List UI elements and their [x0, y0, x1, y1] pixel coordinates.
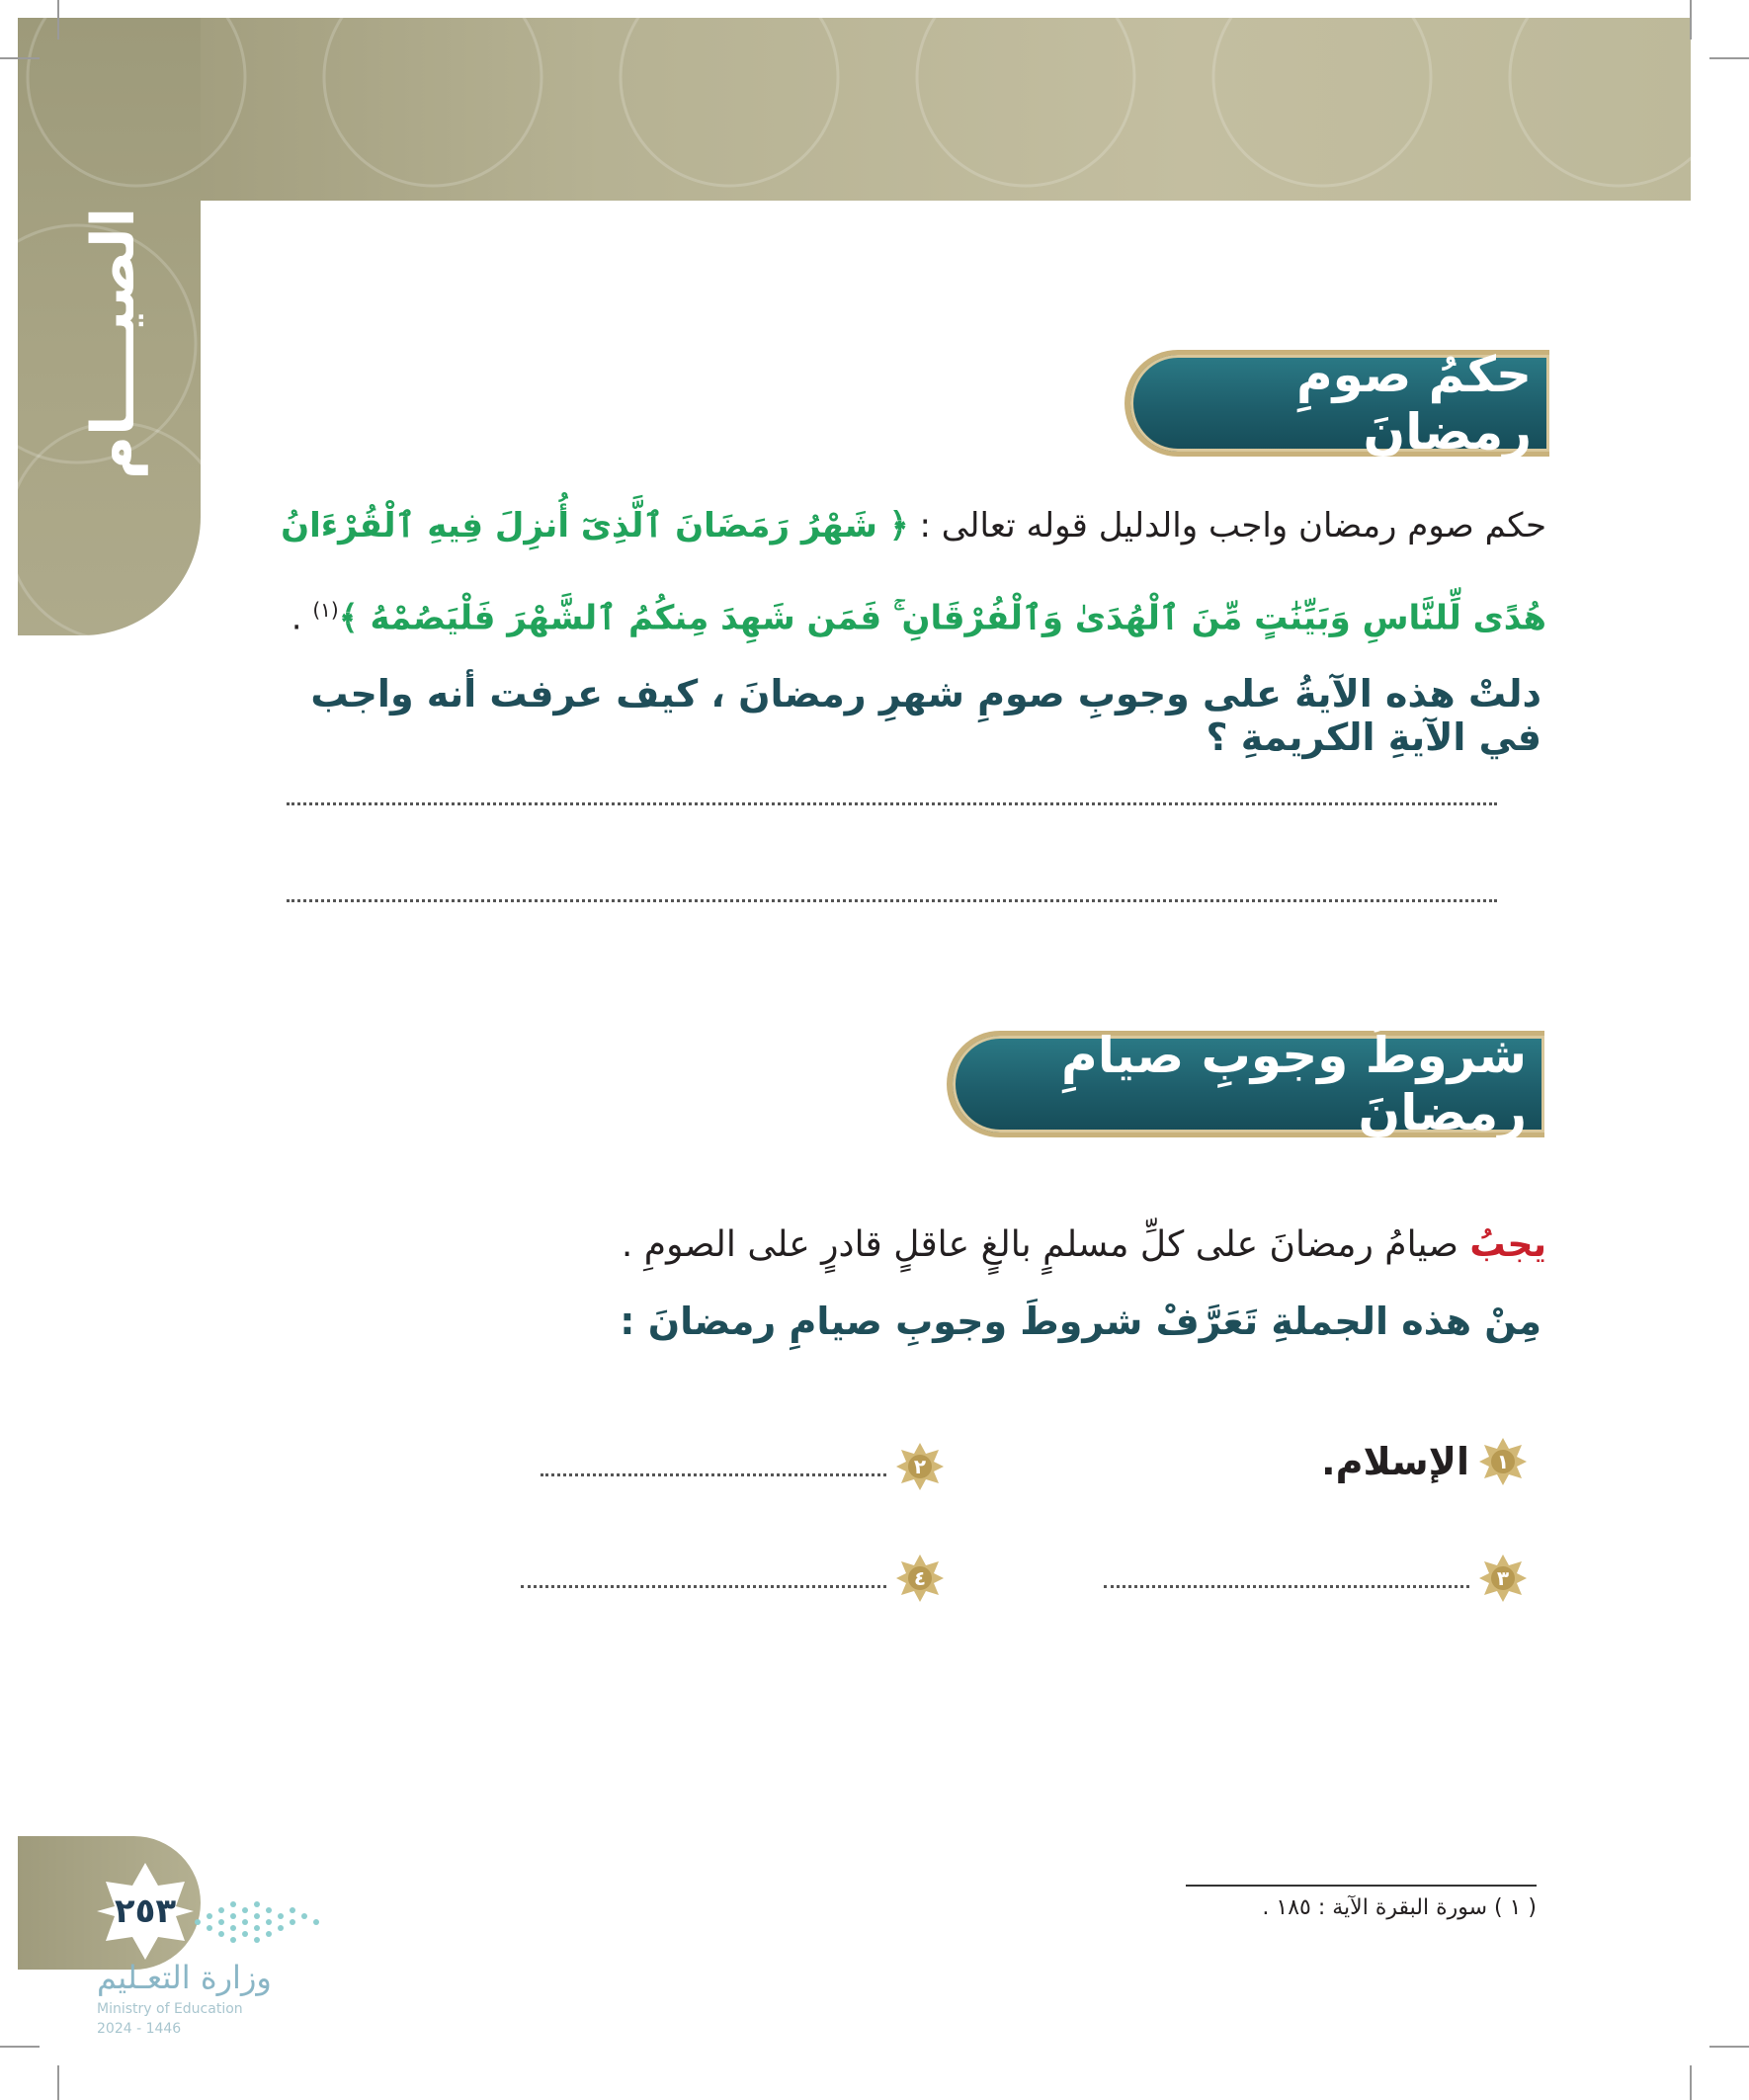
ruling-paragraph [267, 494, 1546, 557]
condition-item-4 [521, 1554, 944, 1602]
condition-item-3 [1104, 1554, 1527, 1602]
star-number-badge [1479, 1438, 1527, 1485]
quran-verse-line2: هُدًى لِّلنَّاسِ وَبَيِّنَٰتٍ مِّنَ ٱلْهُدَىٰ وَٱلْفُرْقَانِ ۚ فَمَن شَهِدَ مِنكُمُ ٱلشَّهْرَ فَلْيَصُمْهُ ﴾ [338, 598, 1546, 638]
crop-mark [57, 2065, 59, 2100]
condition-item-2 [541, 1443, 944, 1490]
star-number-badge [1479, 1554, 1527, 1602]
footnote: ( ١ ) سورة البقرة الآية : ١٨٥ . [1262, 1895, 1537, 1920]
quran-verse-line1: ﴿ شَهْرُ رَمَضَانَ ٱلَّذِىٓ أُنزِلَ فِيهِ ٱلْقُرْءَانُ [281, 506, 909, 546]
star-number-badge [896, 1443, 944, 1490]
section-title: حكمُ صومِ رمضانَ [1295, 346, 1532, 461]
crop-mark [1690, 0, 1692, 40]
answer-blank[interactable] [1104, 1585, 1469, 1588]
condition-item-1 [1321, 1438, 1527, 1485]
edition-year: 2024 - 1446 [97, 2021, 182, 2037]
section-title: شروطُ وجوبِ صيامِ رمضانَ [1061, 1027, 1527, 1141]
header-band [18, 18, 1691, 201]
answer-blank[interactable] [541, 1473, 886, 1476]
crop-mark [0, 57, 40, 59]
conditions-prompt: مِنْ هذه الجملةِ تَعَرَّفْ شروطَ وجوبِ صيامِ رمضانَ : [620, 1300, 1541, 1343]
crop-mark [57, 0, 59, 40]
footnote-reference: (١) [312, 598, 339, 622]
sentence-rest: صيامُ رمضانَ على كلِّ مسلمٍ بالغٍ عاقلٍ قادرٍ على الصومِ . [621, 1224, 1470, 1265]
question-text: دلتْ هذه الآيةُ على وجوبِ صومِ شهرِ رمضانَ ، كيف عرفت أنه واجب في الآيةِ الكريمةِ ؟ [310, 672, 1541, 759]
crop-mark [1690, 2065, 1692, 2100]
crop-mark [0, 2046, 40, 2048]
ministry-name-english: Ministry of Education [97, 2001, 243, 2017]
item-number: ١ [1496, 1450, 1510, 1473]
conditions-sentence [267, 1214, 1546, 1277]
condition-text: الإسلام. [1321, 1440, 1469, 1483]
ruling-paragraph-2 [267, 578, 1546, 649]
ruling-intro: حكم صوم رمضان واجب والدليل قوله تعالى : [919, 506, 1546, 546]
footnote-rule [1186, 1885, 1537, 1887]
chapter-title: الصيــــام [79, 208, 148, 480]
item-number: ٣ [1496, 1566, 1510, 1590]
ministry-logo-dots-icon [188, 1892, 331, 1952]
end-mark: . [291, 598, 302, 638]
keyword-must: يجبُ [1469, 1224, 1546, 1265]
ministry-name-arabic: وزارة التعـليم [97, 1959, 272, 1996]
crop-mark [1709, 57, 1749, 59]
page-number: ٢٥٣ [114, 1891, 177, 1931]
star-number-badge [896, 1554, 944, 1602]
answer-blank[interactable] [521, 1585, 886, 1588]
answer-line[interactable] [287, 899, 1497, 902]
section-banner-ruling [1124, 346, 1549, 461]
crop-mark [1709, 2046, 1749, 2048]
answer-line[interactable] [287, 802, 1497, 805]
item-number: ٤ [913, 1566, 927, 1590]
section-banner-conditions [947, 1027, 1544, 1141]
item-number: ٢ [913, 1455, 927, 1478]
